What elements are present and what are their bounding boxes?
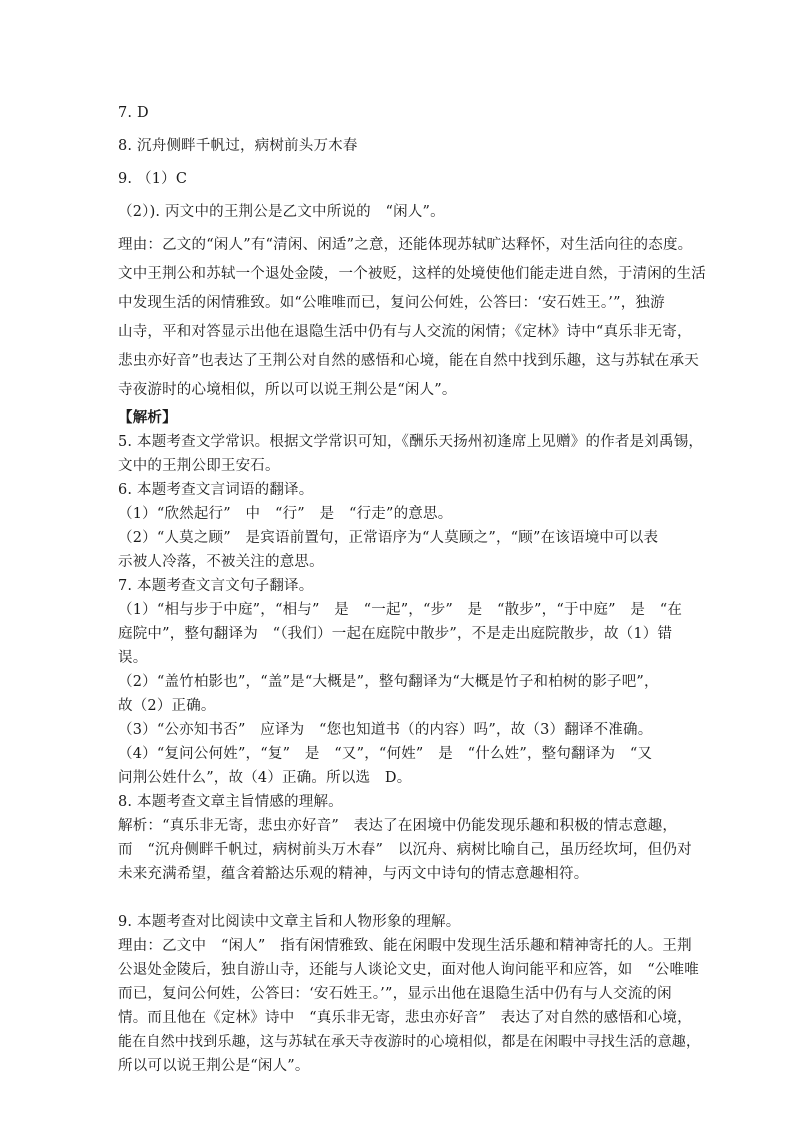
analysis-line: （2）“盖竹柏影也”，“盖”是“大概是”，整句翻译为“大概是竹子和柏树的影子吧”， xyxy=(118,674,659,690)
analysis9-line: 理由：乙文中 “闲人” 指有闲情雅致、能在闲暇中发现生活乐趣和精神寄托的人。王荆 xyxy=(118,938,692,954)
analysis9-line: 情。而且他在《定林》诗中 “真乐非无寄，悲虫亦好音” 表达了对自然的感悟和心境， xyxy=(118,1010,692,1026)
reason-line: 中发现生活的闲情雅致。如“公唯唯而已，复问公何姓，公答曰：‘安石姓王。’”，独游 xyxy=(118,295,665,311)
analysis-line: （1）“相与步于中庭”，“相与” 是 “一起”，“步” 是 “散步”，“于中庭” 是 “在 xyxy=(118,602,683,618)
analysis-line: 而 “沉舟侧畔千帆过，病树前头万木春” 以沉舟、病树比喻自己，虽历经坎坷，但仍对 xyxy=(118,842,692,858)
analysis-line: （3）“公亦知书否” 应译为 “您也知道书（的内容）吗”，故（3）翻译不准确。 xyxy=(118,722,653,738)
reason-line: 理由：乙文的“闲人”有“清闲、闲适”之意，还能体现苏轼旷达释怀，对生活向往的态度。 xyxy=(118,237,693,253)
answer-9-1: 9. （1）C xyxy=(118,171,188,187)
analysis9-line: 公退处金陵后，独自游山寺，还能与人谈论文史，面对他人询问能平和应答，如 “公唯唯 xyxy=(118,962,699,978)
analysis-line: 未来充满希望，蕴含着豁达乐观的精神，与丙文中诗句的情志意趣相符。 xyxy=(118,866,589,882)
analysis-line: （1）“欣然起行” 中 “行” 是 “行走”的意思。 xyxy=(118,506,453,522)
analysis-line: 庭院中”，整句翻译为 “（我们）一起在庭院中散步”，不是走出庭院散步，故（1）错 xyxy=(118,626,673,642)
analysis-line: 误。 xyxy=(118,650,148,666)
reason-line: 寺夜游时的心境相似，所以可以说王荆公是“闲人”。 xyxy=(118,382,457,398)
answer-9-2: （2）). 丙文中的王荆公是乙文中所说的 “闲人”。 xyxy=(118,204,445,220)
reason-line: 悲虫亦好音”也表达了王荆公对自然的感悟和心境，能在自然中找到乐趣，这与苏轼在承天 xyxy=(118,353,699,369)
analysis-heading: 【解析】 xyxy=(118,409,177,426)
analysis-line: 文中的王荆公即王安石。 xyxy=(118,458,280,474)
analysis9-line: 能在自然中找到乐趣，这与苏轼在承天寺夜游时的心境相似，都是在闲暇中寻找生活的意趣， xyxy=(118,1034,701,1050)
analysis-line: 示被人冷落，不被关注的意思。 xyxy=(118,554,324,570)
reason-line: 文中王荆公和苏轼一个退处金陵，一个被贬，这样的处境使他们能走进自然，于清闲的生活 xyxy=(118,266,706,282)
analysis-line: （4）“复问公何姓”，“复” 是 “又”，“何姓” 是 “什么姓”，整句翻译为 “又 xyxy=(118,746,653,762)
analysis-line: 8. 本题考查文章主旨情感的理解。 xyxy=(118,794,343,810)
answer-8: 8. 沉舟侧畔千帆过，病树前头万木春 xyxy=(118,138,358,154)
analysis9-line: 而已，复问公何姓，公答曰：‘安石姓王。’”，显示出他在退隐生活中仍有与人交流的闲 xyxy=(118,986,672,1002)
answer-7: 7. D xyxy=(118,105,149,121)
analysis-line: 7. 本题考查文言文句子翻译。 xyxy=(118,578,314,594)
analysis-line: 故（2）正确。 xyxy=(118,698,216,714)
analysis-line: 5. 本题考查文学常识。根据文学常识可知，《酬乐天扬州初逢席上见赠》的作者是刘禹锡， xyxy=(118,434,704,450)
analysis-line: 6. 本题考查文言词语的翻译。 xyxy=(118,482,314,498)
analysis-line: 解析：“真乐非无寄，悲虫亦好音” 表达了在困境中仍能发现乐趣和积极的情志意趣， xyxy=(118,818,678,834)
analysis9-line: 9. 本题考查对比阅读中文章主旨和人物形象的理解。 xyxy=(118,914,461,930)
analysis9-line: 所以可以说王荆公是“闲人”。 xyxy=(118,1058,310,1074)
analysis-line: （2）“人莫之顾” 是宾语前置句，正常语序为“人莫顾之”，“顾”在该语境中可以表 xyxy=(118,530,659,546)
reason-line: 山寺，平和对答显示出他在退隐生活中仍有与人交流的闲情；《定林》诗中“真乐非无寄， xyxy=(118,324,692,340)
analysis-line: 问荆公姓什么”，故（4）正确。所以选 D。 xyxy=(118,770,412,786)
